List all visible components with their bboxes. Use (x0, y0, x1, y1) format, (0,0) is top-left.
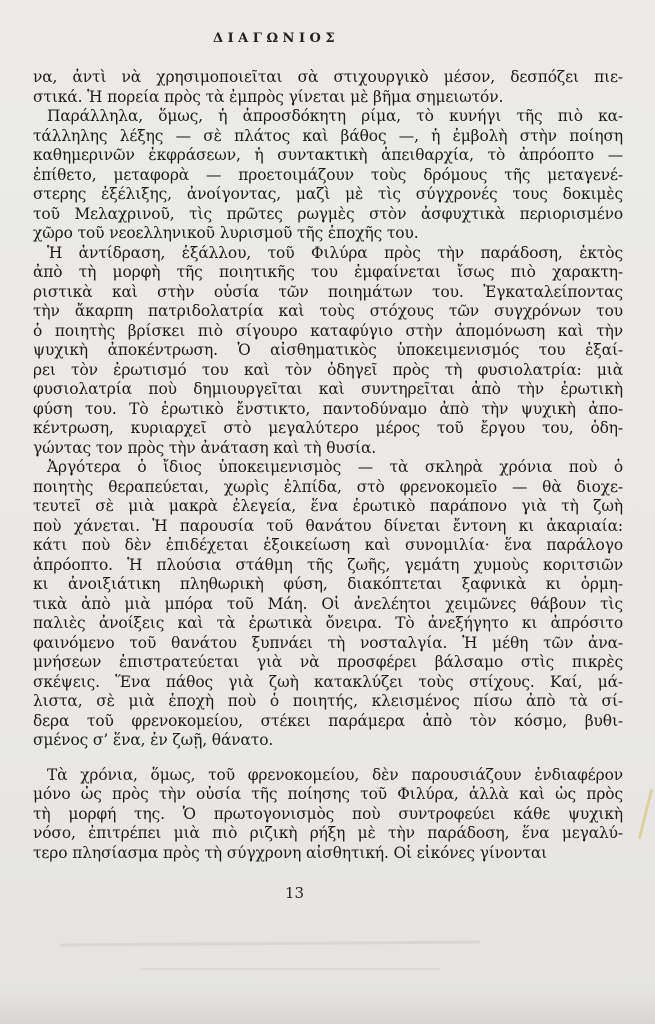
text-line: ποιητὴς θεραπεύεται, χωρὶς ἐλπίδα, στὸ φρενοκομεῖο — θὰ διοχε- (33, 477, 623, 496)
text-line: νόσο, ἐπιτρέπει μιὰ πιὸ ριζικὴ ρήξη μὲ τὴν παράδοση, ἕνα μεγαλύ- (33, 824, 623, 842)
paragraph (33, 107, 623, 244)
text-line: σμένος σ’ ἕνα, ἐν ζωῇ, θάνατο. (33, 731, 274, 749)
text-line: γώντας τον πρὸς τὴν ἀνάταση καὶ τὴ θυσία. (33, 438, 377, 457)
text-line: ποὺ χάνεται. Ἡ παρουσία τοῦ θανάτου δίνεται ἔντονη κι ἀκαριαία: (33, 516, 623, 535)
paragraph (33, 766, 623, 864)
text-line: κέντρωση, κυριαρχεῖ στὸ μεγαλύτερο μέρος τοῦ ἔργου του, ὁδη- (33, 419, 623, 437)
text-line: ἀπρόοπτο. Ἡ πλούσια στάθμη τῆς ζωῆς, γεμάτη χυμοὺς κοριτσιῶν (33, 555, 623, 574)
paragraph (33, 244, 623, 459)
text-line: ὁ ποιητὴς βρίσκει πιὸ σίγουρο καταφύγιο στὴν ἀπομόνωση καὶ τὴν (33, 321, 623, 340)
text-line: ριστικὰ καὶ στὴν οὐσία τῶν ποιημάτων του. Ἐγκαταλείποντας (33, 282, 623, 301)
page-number: 13 (284, 884, 305, 902)
paragraph (33, 68, 623, 107)
text-line: κι ἀνοιξιάτικη πληθωρικὴ φύση, διακόπτεται ξαφνικὰ κι ὁρμη- (33, 575, 623, 593)
text-line: χῶρο τοῦ νεοελληνικοῦ λυρισμοῦ τῆς ἐποχῆς του. (33, 224, 419, 242)
text-line: Ἀργότερα ὁ ἴδιος ὑποκειμενισμὸς — τὰ σκληρὰ χρόνια ποὺ ὁ (47, 458, 623, 476)
text-line: ἀπὸ τὴ μορφὴ τῆς ποιητικῆς του ἐμφαίνεται ἴσως πιὸ χαρακτη- (33, 263, 623, 281)
text-line: λιστα, σὲ μιὰ ἐποχὴ ποὺ ὁ ποιητής, κλεισμένος πίσω ἀπὸ τὰ σί- (33, 692, 623, 710)
text-line: τάλληλης λέξης — σὲ πλάτος καὶ βάθος —, ἡ ἐμβολὴ στὴν ποίηση (33, 126, 623, 145)
text-block (33, 68, 623, 863)
text-line: τερο πλησίασμα πρὸς τὴ σύγχρονη αἰσθητική. Οἱ εἰκόνες γίνονται (33, 843, 548, 862)
text-line: ρει τὸν ἐρωτισμό του καὶ τὸν ὁδηγεῖ πρὸς τὴ φυσιολατρία: μιὰ (33, 360, 623, 379)
text-line: κάτι ποὺ δὲν ἐπιδέχεται ἐξοικείωση καὶ συνομιλία· ἕνα παράλογο (33, 536, 623, 554)
text-line: στικά. Ἡ πορεία πρὸς τὰ ἐμπρὸς γίνεται μὲ βῆμα σημειωτόν. (33, 87, 504, 106)
scan-smudge (140, 968, 440, 970)
running-head: ΔΙΑΓΩΝΙΟΣ (213, 31, 340, 46)
scan-smudge (60, 941, 480, 947)
text-line: φύση του. Τὸ ἐρωτικὸ ἔνστικτο, παντοδύναμο ἀπὸ τὴν ψυχικὴ ἀπο- (33, 399, 623, 418)
text-line: Παράλληλα, ὅμως, ἡ ἀπροσδόκητη ρίμα, τὸ κυνήγι τῆς πιὸ κα- (47, 107, 623, 125)
scan-mark-yellow (638, 788, 653, 839)
scan-bottom-shade (0, 988, 655, 1024)
text-line: ψυχικὴ ἀποκέντρωση. Ὁ αἰσθηματικὸς ὑποκειμενισμός του ἐξαί- (33, 341, 623, 359)
text-line: δερα τοῦ φρενοκομείου, στέκει παράμερα ἀπὸ τὸν κόσμο, βυθι- (33, 711, 623, 730)
text-line: φαινόμενο τοῦ θανάτου ξυπνάει τὴ νοσταλγία. Ἡ μέθη τῶν ἀνα- (33, 633, 623, 652)
text-line: τευτεῖ σὲ μιὰ μακρὰ ἐλεγεία, ἕνα ἐρωτικὸ παράπονο γιὰ τὴ ζωὴ (33, 497, 623, 515)
text-line: παλιὲς ἀνοίξεις καὶ τὰ ἐρωτικὰ ὄνειρα. Τὸ ἀνεξήγητο κι ἀπρόσιτο (33, 614, 623, 632)
text-line: τὴν ἄκαρπη πατριδολατρία καὶ τοὺς στόχους τῶν συγχρόνων του (33, 302, 623, 320)
text-line: να, ἀντὶ νὰ χρησιμοποιεῖται σὰ στιχουργικὸ μέσον, δεσπόζει πιε- (33, 68, 623, 86)
text-line: Ἡ ἀντίδραση, ἐξάλλου, τοῦ Φιλύρα πρὸς τὴν παράδοση, ἐκτὸς (47, 243, 623, 262)
text-line: ἐπίθετο, μεταφορὰ — προετοιμάζουν τοὺς δρόμους τῆς μεταγενέ- (33, 165, 623, 184)
text-line: σκέψεις. Ἕνα πάθος γιὰ ζωὴ κατακλύζει τοὺς στίχους. Καί, μά- (33, 672, 623, 691)
text-line: μνήσεων ἐπιστρατεύεται γιὰ νὰ προσφέρει βάλσαμο στὶς πικρὲς (33, 653, 623, 671)
text-line: φυσιολατρία ποὺ δημιουργεῖται καὶ συντηρεῖται ἀπὸ τὴν ἐρωτικὴ (33, 380, 623, 398)
paragraph (33, 458, 623, 751)
text-line: τικὰ ἀπὸ μιὰ μπόρα τοῦ Μάη. Οἱ ἀνελέητοι χειμῶνες θάβουν τὶς (33, 594, 623, 613)
text-line: μόνο ὡς πρὸς τὴν οὐσία τῆς ποίησης τοῦ Φιλύρα, ἀλλὰ καὶ ὡς πρὸς (33, 785, 623, 803)
text-line: Τὰ χρόνια, ὅμως, τοῦ φρενοκομείου, δὲν παρουσιάζουν ἐνδιαφέρον (47, 765, 623, 784)
text-line: τὴ μορφή της. Ὁ πρωτογονισμὸς ποὺ συντροφεύει κάθε ψυχικὴ (33, 804, 623, 823)
text-line: τοῦ Μελαχρινοῦ, τὶς πρῶτες ρωγμὲς στὸν ἀσφυχτικὰ περιορισμένο (33, 204, 623, 223)
text-line: καθημερινῶν ἐκφράσεων, ἡ συντακτικὴ ἀπειθαρχία, τὸ ἀπρόοπτο — (33, 146, 623, 164)
text-line: στερης ἐξέλιξης, ἀνοίγοντας, μαζὶ μὲ τὶς σύγχρονές τους δοκιμὲς (33, 185, 623, 203)
